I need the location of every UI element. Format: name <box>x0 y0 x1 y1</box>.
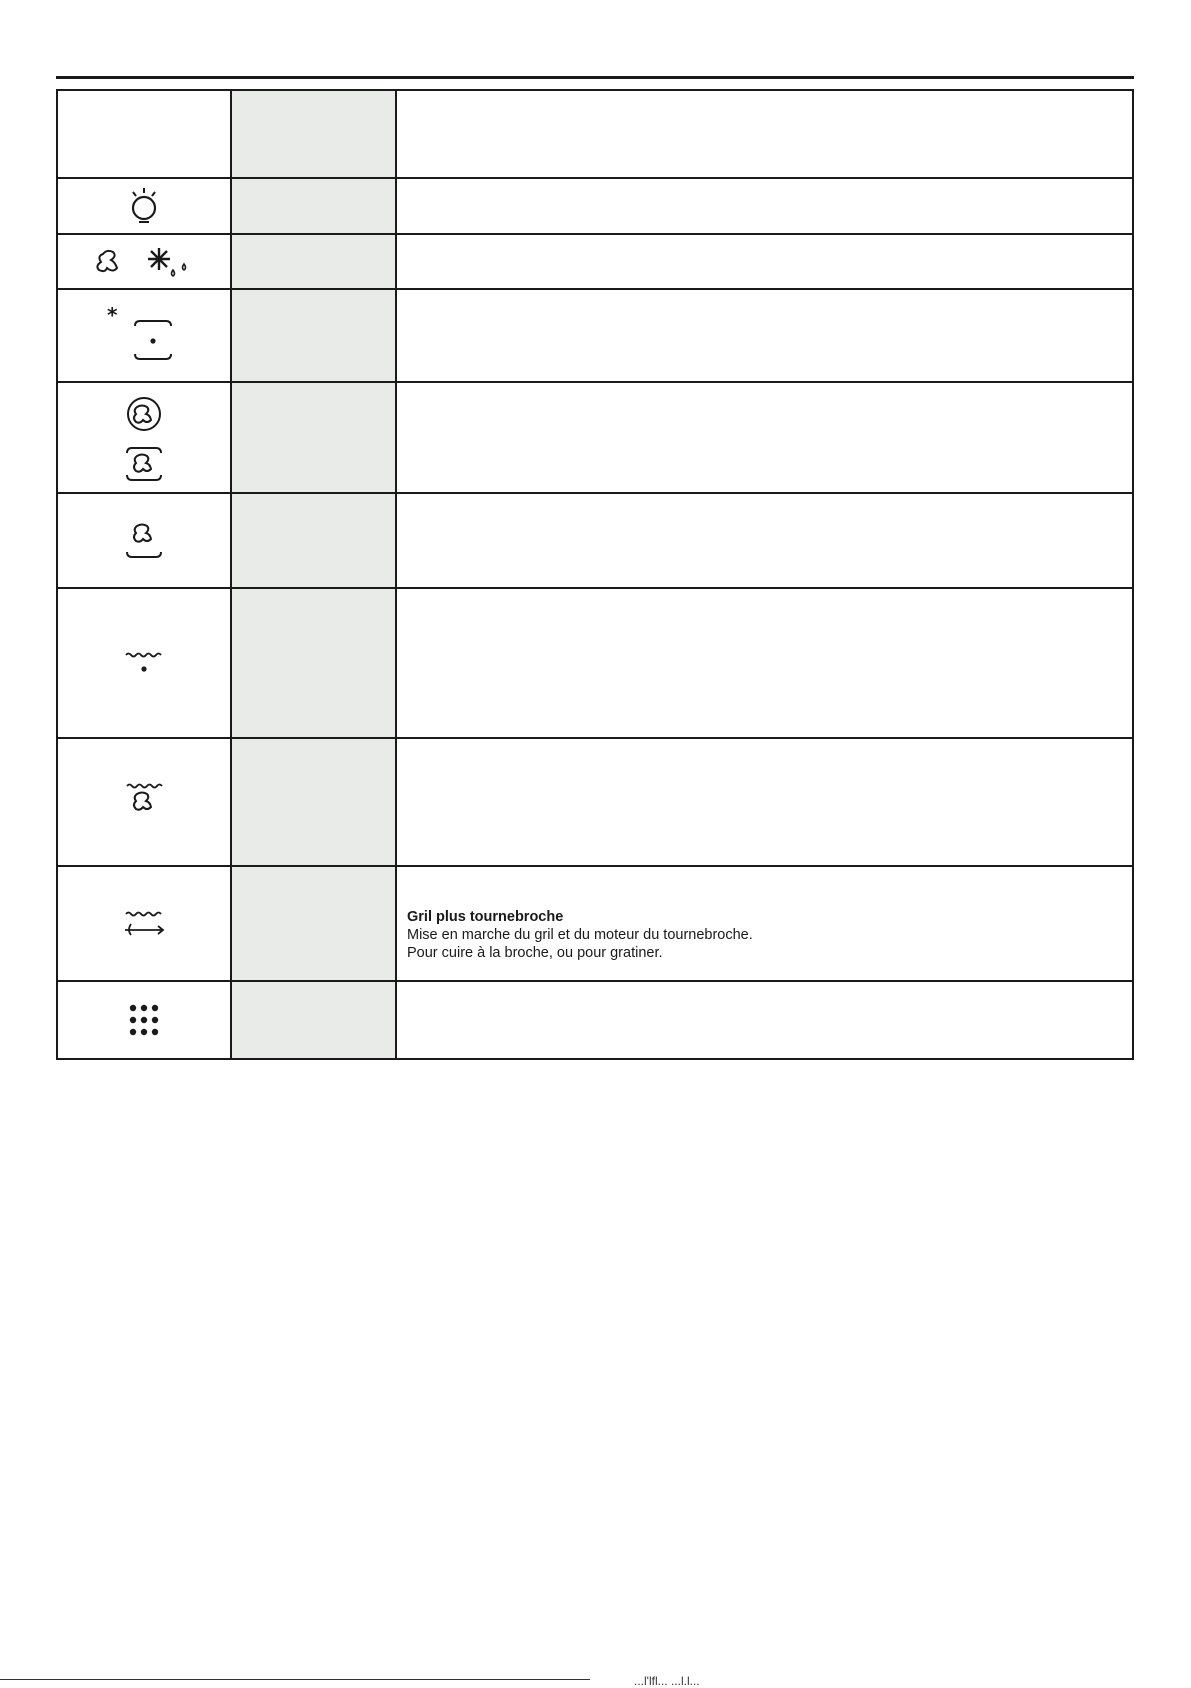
description-cell <box>397 982 1132 1058</box>
grill-icon <box>119 643 169 683</box>
description-cell <box>397 494 1132 587</box>
description-title: Gril plus tournebroche <box>407 908 564 925</box>
description-cell <box>397 290 1132 381</box>
icon-cell <box>58 494 230 587</box>
function-cell <box>230 494 397 587</box>
table-row <box>58 288 1132 381</box>
icon-cell <box>58 179 230 233</box>
conventional-heat-icon <box>99 306 189 366</box>
table-row <box>58 492 1132 587</box>
description-cell <box>397 383 1132 492</box>
grill-rotisserie-icon <box>119 904 169 944</box>
function-cell <box>230 179 397 233</box>
description-cell <box>397 91 1132 177</box>
table-row <box>58 91 1132 177</box>
bottom-rule <box>0 1679 590 1680</box>
table-row <box>58 865 1132 980</box>
function-cell <box>230 91 397 177</box>
icon-cell <box>58 383 230 492</box>
function-cell <box>230 235 397 288</box>
icon-cell <box>58 982 230 1058</box>
icon-cell <box>58 91 230 177</box>
function-cell <box>230 589 397 737</box>
description-cell <box>397 739 1132 865</box>
description-cell <box>397 589 1132 737</box>
oven-functions-table <box>56 89 1134 1060</box>
table-row <box>58 177 1132 233</box>
oven-light-icon <box>124 186 164 226</box>
function-cell <box>230 290 397 381</box>
defrost-fan-icon <box>89 244 199 280</box>
function-cell <box>230 383 397 492</box>
table-row <box>58 233 1132 288</box>
fan-grill-icon <box>119 777 169 827</box>
icon-cell <box>58 867 230 980</box>
description-cell <box>397 179 1132 233</box>
function-cell <box>230 867 397 980</box>
table-row <box>58 381 1132 492</box>
function-cell <box>230 982 397 1058</box>
footer-fragment: ...l'lfl... ...l.l... <box>634 1674 700 1688</box>
icon-cell <box>58 235 230 288</box>
table-row <box>58 980 1132 1058</box>
dough-proving-icon <box>124 1000 164 1040</box>
function-cell <box>230 739 397 865</box>
fan-oven-icon <box>119 388 169 488</box>
fan-bottom-heat-icon <box>119 516 169 566</box>
table-row <box>58 737 1132 865</box>
icon-cell <box>58 589 230 737</box>
description-cell <box>397 235 1132 288</box>
description-cell <box>397 867 1132 980</box>
svg-text:*: * <box>107 305 118 327</box>
description-line: Mise en marche du gril et du moteur du tournebroche. <box>407 926 753 943</box>
description-line: Pour cuire à la broche, ou pour gratiner. <box>407 944 663 961</box>
top-rule <box>56 76 1134 79</box>
icon-cell <box>58 739 230 865</box>
icon-cell <box>58 290 230 381</box>
table-row <box>58 587 1132 737</box>
